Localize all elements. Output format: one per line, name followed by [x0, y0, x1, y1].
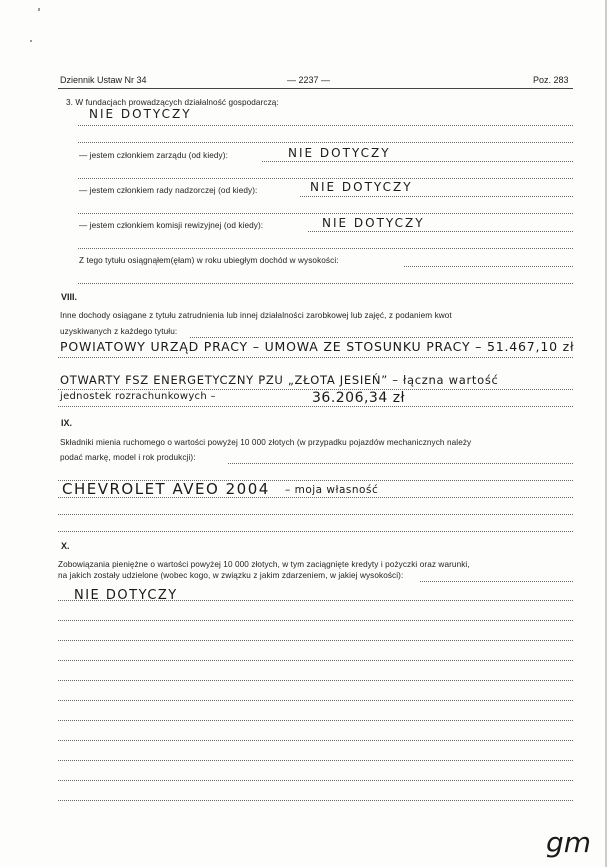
dotted-line	[58, 740, 573, 741]
dotted-line	[58, 531, 573, 532]
section10-line1: Zobowiązania pieniężne o wartości powyżej 10 000 złotych, w tym zaciągnięte kredyty i pożyczki oraz warunki,	[58, 560, 470, 569]
scan-speck	[38, 8, 40, 11]
section9-heading: IX.	[61, 418, 73, 428]
komisja-label: — jestem członkiem komisji rewizyjnej (od kiedy):	[79, 221, 264, 230]
liabilities-answer: NIE DOTYCZY	[74, 588, 178, 603]
section8-heading: VIII.	[61, 292, 78, 302]
dotted-line	[58, 720, 573, 721]
dochod-label: Z tego tytułu osiągnąłem(ęłam) w roku ubiegłym dochód w wysokości:	[79, 256, 339, 265]
dotted-line	[58, 640, 573, 641]
dotted-line	[78, 142, 573, 143]
dotted-line	[78, 248, 573, 249]
dotted-line	[58, 680, 573, 681]
dotted-line	[58, 780, 573, 781]
dotted-line	[58, 700, 573, 701]
dotted-line	[58, 620, 573, 621]
dotted-line	[58, 660, 573, 661]
dotted-line	[308, 231, 573, 232]
dotted-line	[228, 463, 573, 464]
vehicle: CHEVROLET AVEO 2004	[62, 480, 270, 498]
position-number: Poz. 283	[533, 75, 569, 85]
dotted-line	[58, 406, 573, 407]
section3-answer: NIE DOTYCZY	[89, 107, 192, 121]
dotted-line	[58, 600, 573, 601]
section3-intro: 3. W fundacjach prowadzących działalność gospodarczą:	[66, 98, 279, 107]
komisja-answer: NIE DOTYCZY	[322, 216, 425, 230]
dotted-line	[58, 497, 573, 498]
scan-edge	[605, 0, 607, 867]
dotted-line	[420, 581, 573, 582]
income-2b: jednostek rozrachunkowych –	[60, 391, 216, 402]
section10-heading: X.	[61, 541, 70, 551]
dotted-line	[58, 357, 573, 358]
dotted-line	[300, 196, 573, 197]
dotted-line	[404, 266, 573, 267]
income-2c: 36.206,34 zł	[312, 390, 406, 406]
section8-line1: Inne dochody osiągane z tytułu zatrudnienia lub innej działalności zarobkowej lub zajęć, z podaniem kwot	[60, 311, 452, 320]
dotted-line	[78, 125, 573, 126]
rada-answer: NIE DOTYCZY	[310, 180, 413, 194]
section9-line2: podać markę, model i rok produkcji):	[60, 453, 196, 462]
dotted-line	[78, 213, 573, 214]
section9-line1: Składniki mienia ruchomego o wartości powyżej 10 000 złotych (w przypadku pojazdów mechanicznych należy	[60, 438, 472, 447]
page-number: — 2237 —	[287, 75, 331, 85]
dotted-line	[58, 760, 573, 761]
dotted-line	[262, 161, 573, 162]
zarzad-label: — jestem członkiem zarządu (od kiedy):	[79, 151, 228, 160]
income-1: POWIATOWY URZĄD PRACY – UMOWA ZE STOSUNKU PRACY – 51.467,10 zł	[60, 339, 575, 354]
dotted-line	[58, 514, 573, 515]
section8-line2: uzyskiwanych z każdego tytułu:	[60, 327, 178, 336]
section10-line2: na jakich zostały udzielone (wobec kogo, w związku z jakim zdarzeniem, w jakiej wysokości):	[58, 571, 404, 580]
dotted-line	[78, 178, 573, 179]
header-rule	[58, 88, 573, 89]
journal-title: Dziennik Ustaw Nr 34	[60, 75, 147, 85]
rada-label: — jestem członkiem rady nadzorczej (od kiedy):	[79, 186, 258, 195]
zarzad-answer: NIE DOTYCZY	[288, 146, 391, 160]
dotted-line	[58, 800, 573, 801]
vehicle-ownership: – moja własność	[285, 484, 379, 496]
dotted-line	[78, 283, 573, 284]
signature-initials: gm	[546, 826, 592, 859]
income-2a: OTWARTY FSZ ENERGETYCZNY PZU „ZŁOTA JESIEŃ” – łączna wartość	[60, 373, 499, 387]
scan-speck	[30, 40, 32, 42]
dotted-line	[190, 337, 573, 338]
